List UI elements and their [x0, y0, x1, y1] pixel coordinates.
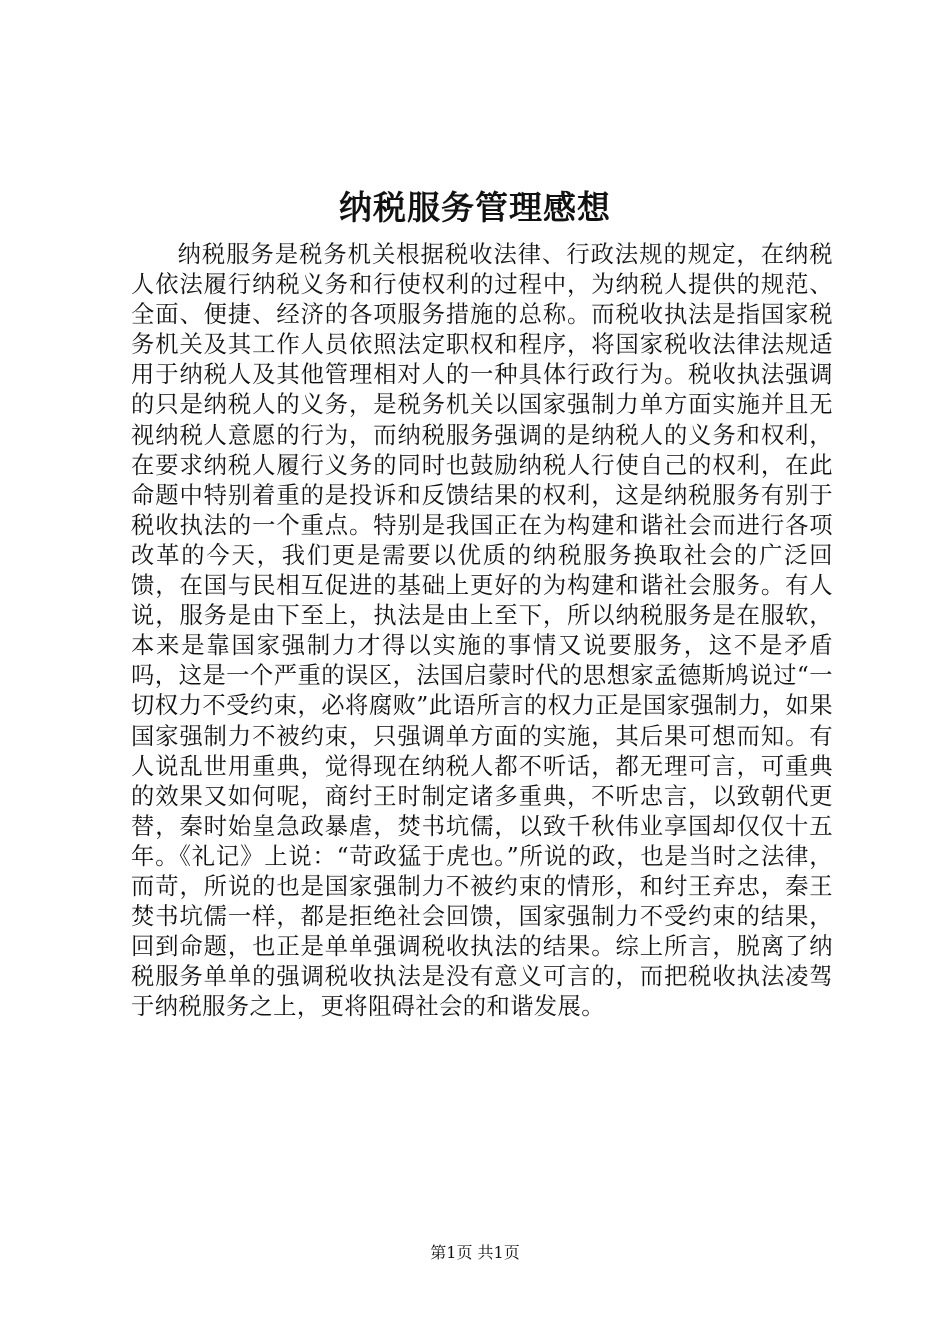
document-body-paragraph: 纳税服务是税务机关根据税收法律、行政法规的规定，在纳税人依法履行纳税义务和行使权利的过程中，为纳税人提供的规范、全面、便捷、经济的各项服务措施的总称。而税收执法是指国家税务机关及其工作人员依照法定职权和程序，将国家税收法律法规适用于纳税人及其他管理相对人的一种具体行政行为。税收执法强调的只是纳税人的义务，是税务机关以国家强制力单方面实施并且无视纳税人意愿的行为，而纳税服务强调的是纳税人的义务和权利，在要求纳税人履行义务的同时也鼓励纳税人行使自己的权利，在此命题中特别着重的是投诉和反馈结果的权利，这是纳税服务有别于税收执法的一个重点。特别是我国正在为构建和谐社会而进行各项改革的今天，我们更是需要以优质的纳税服务换取社会的广泛回馈，在国与民相互促进的基础上更好的为构建和谐社会服务。有人说，服务是由下至上，执法是由上至下，所以纳税服务是在服软，本来是靠国家强制力才得以实施的事情又说要服务，这不是矛盾吗，这是一个严重的误区，法国启蒙时代的思想家孟德斯鸠说过“一切权力不受约束，必将腐败”此语所言的权力正是国家强制力，如果国家强制力不被约束，只强调单方面的实施，其后果可想而知。有人说乱世用重典，觉得现在纳税人都不听话，都无理可言，可重典的效果又如何呢，商纣王时制定诸多重典，不听忠言，以致朝代更替，秦时始皇急政暴虐，焚书坑儒，以致千秋伟业享国却仅仅十五年。《礼记》上说：“苛政猛于虎也。”所说的政，也是当时之法律，而苛，所说的也是国家强制力不被约束的情形，和纣王弃忠，秦王焚书坑儒一样，都是拒绝社会回馈，国家强制力不受约束的结果，回到命题，也正是单单强调税收执法的结果。综上所言，脱离了纳税服务单单的强调税收执法是没有意义可言的，而把税收执法凌驾于纳税服务之上，更将阻碍社会的和谐发展。 — [131, 241, 833, 1021]
page-number-footer: 第1页 共1页 — [430, 1243, 520, 1262]
document-title: 纳税服务管理感想 — [339, 188, 611, 227]
